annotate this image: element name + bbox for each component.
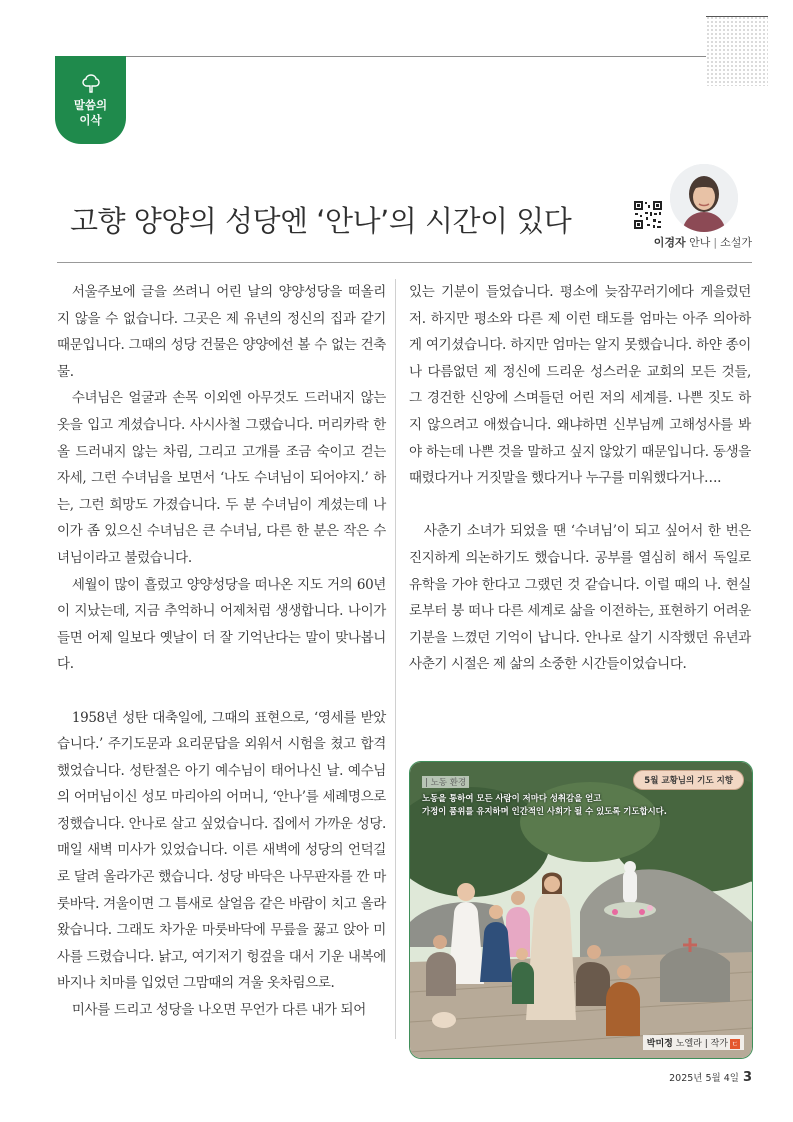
section-tab (55, 56, 126, 144)
column-divider (395, 279, 396, 1039)
author-avatar (670, 164, 738, 232)
illustration-category-label: | 노동 환경 (422, 776, 469, 788)
paragraph: 있는 기분이 들었습니다. 평소에 늦잠꾸러기에다 게을렀던 저. 하지만 평소와 다른 제 이런 태도를 엄마는 아주 의아하게 여기셨습니다. 하지만 엄마는 알지 못했습니다. 하얀 종이나 다름없던 제 정신에 드리운 성스러운 교회의 모든 것들, 그 경건한 신앙에 스며들던 어린 저의 세계를. 나쁜 짓도 하지 않으려고 애썼습니다. 왜냐하면 신부님께 고해성사를 봐야 하는데 나쁜 것을 말하고 싶지 않았기 때문입니다. 동생을 때렸다거나 거짓말을 했다거나 누구를 미워했다거나…. (409, 284, 751, 487)
page-footer (560, 1070, 752, 1085)
qr-code-icon[interactable] (633, 200, 663, 230)
paragraph: 사춘기 소녀가 되었을 땐 ‘수녀님’이 되고 싶어서 한 번은 진지하게 의논하기도 했습니다. 공부를 열심히 해서 독일로 유학을 가야 한다고 그랬던 것 같습니다. 이럴 때의 나. 현실로부터 붕 떠나 다른 세계로 삶을 이전하는, 표현하기 어려운 기분을 느꼈던 기억이 납니다. 안나로 살기 시작했던 유년과 사춘기 시절은 제 삶의 소중한 시간들이었습니다. (409, 523, 751, 673)
paragraph: 수녀님은 얼굴과 손목 이외엔 아무것도 드러내지 않는 옷을 입고 계셨습니다. 사시사철 그랬습니다. 머리카락 한 올 드러내지 않는 차림, 그리고 고개를 조금 숙이고 걷는 자세, 그런 수녀님을 보면서 ‘나도 수녀님이 되어야지.’ 하는, 그런 희망도 가졌습니다. 두 분 수녀님이 계셨는데 나이가 좀 있으신 수녀님은 큰 수녀님, 다른 한 분은 작은 수녀님이라고 불렀습니다. (57, 390, 386, 566)
prayer-line-1: 노동을 통하여 모든 사람이 저마다 성취감을 얻고 (422, 793, 602, 803)
paragraph: 세월이 많이 흘렀고 양양성당을 떠나온 지도 거의 60년이 지났는데, 지금 추억하니 어제처럼 생생합니다. 나이가 들면 어제 일보다 옛날이 더 잘 기억난다는 말이 맞나봅니다. (57, 576, 386, 673)
prayer-intention-text (422, 792, 744, 818)
author-baptismal-name: 안나 (689, 236, 711, 249)
prayer-intention-illustration (409, 761, 753, 1059)
paragraph: 서울주보에 글을 쓰려니 어린 날의 양양성당을 떠올리지 않을 수 없습니다. 그곳은 제 유년의 정신의 집과 같기 때문입니다. 그때의 성당 건물은 양양에선 볼 수 없는 건축물. (57, 284, 386, 380)
artist-baptismal-name: 노엘라 (675, 1039, 702, 1049)
body-column-right (409, 279, 751, 678)
publisher-logo-icon: ㄷ (731, 1039, 739, 1048)
paragraph: 1958년 성탄 대축일에, 그때의 표현으로, ‘영세를 받았습니다.’ 주기도문과 요리문답을 외워서 시험을 쳤고 합격했었습니다. 성탄절은 아기 예수님이 태어나신 날. 예수님의 어머님이신 성모 마리아의 어머니, ‘안나’를 세례명으로 정했습니다. 안나로 살고 싶었습니다. 집에서 가까운 성당. 매일 새벽 미사가 있었습니다. 이른 새벽에 성당의 언덕길로 달려 올라가곤 했습니다. 성당 바닥은 나무판자를 깐 마룻바닥. 겨울이면 그 틈새로 살얼음 같은 바람이 치고 올라왔습니다. 그래도 차가운 마룻바닥에 무릎을 꿇고 앉아 미사를 드렸습니다. 낡고, 여기저기 헝겊을 대서 기운 내복에 바지나 치마를 입었던 그맘때의 겨울 옷차림으로. (57, 709, 386, 992)
paragraph: 미사를 드리고 성당을 나오면 무언가 다른 내가 되어 (71, 1002, 366, 1019)
corner-dot-pattern (706, 16, 768, 86)
author-name: 이경자 (653, 236, 686, 249)
section-label (55, 98, 126, 128)
prayer-intention-badge: 5월 교황님의 기도 지향 (633, 770, 744, 790)
section-label-line2: 이삭 (79, 113, 102, 127)
author-byline (560, 234, 752, 250)
artist-name: 박미정 (646, 1039, 673, 1049)
artist-credit: 박미정 노엘라 | 작가 ㄷ (643, 1035, 744, 1050)
section-label-line1: 말씀의 (73, 98, 108, 112)
tree-icon (79, 72, 103, 96)
header-rule (57, 262, 752, 263)
issue-date: 2025년 5월 4일 (669, 1073, 739, 1084)
artist-role: 작가 (710, 1039, 728, 1049)
byline-separator: | (713, 236, 718, 249)
body-column-left (57, 279, 386, 1024)
page-title: 고향 양양의 성당엔 ‘안나’의 시간이 있다 (70, 204, 572, 238)
top-rule (126, 56, 706, 57)
author-role: 소설가 (720, 236, 752, 249)
prayer-line-2: 가정이 품위를 유지하며 인간적인 사회가 될 수 있도록 기도합시다. (422, 806, 667, 816)
page-number: 3 (742, 1070, 752, 1085)
